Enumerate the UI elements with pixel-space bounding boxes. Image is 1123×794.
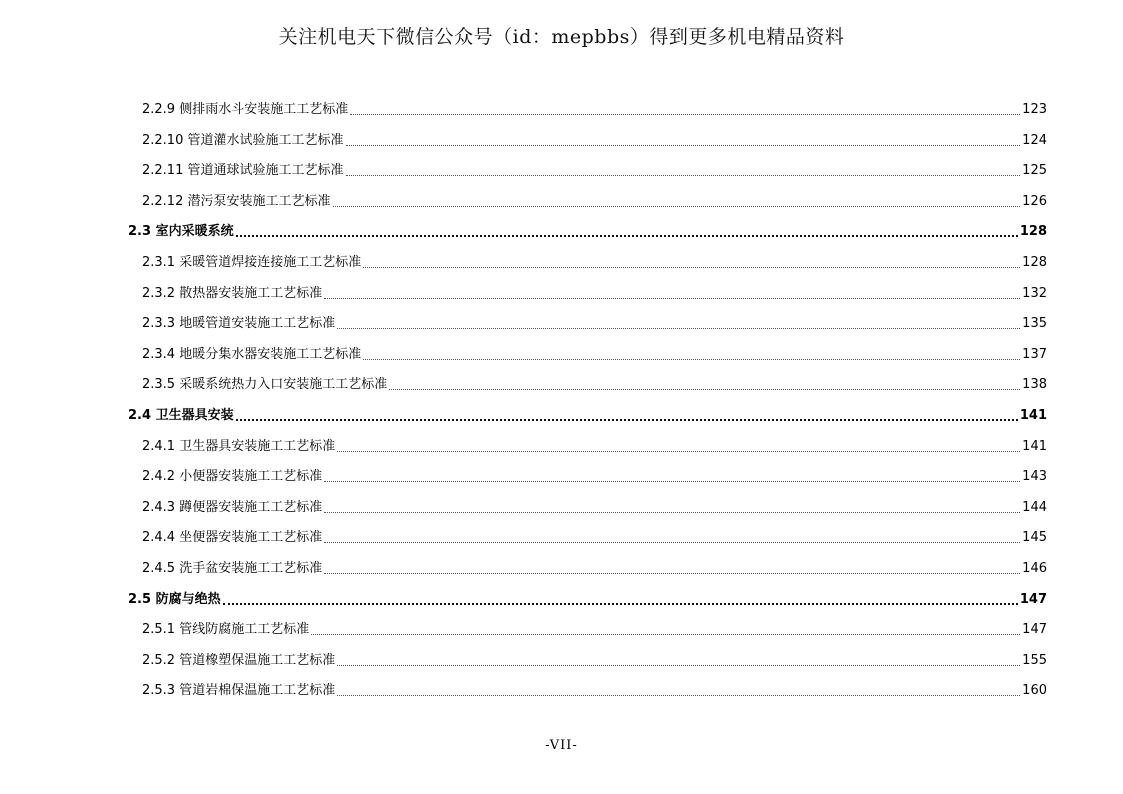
toc-entry-row[interactable]	[142, 490, 1047, 516]
toc-entry-title: 蹲便器安装施工工艺标准	[179, 499, 323, 515]
toc-entry-title: 坐便器安装施工工艺标准	[179, 530, 323, 546]
toc-dot-leader	[311, 622, 1020, 638]
page-number-footer: -VII-	[545, 738, 578, 753]
toc-section-row[interactable]	[128, 214, 1047, 240]
toc-entry-title: 管道灌水试验施工工艺标准	[187, 132, 344, 148]
toc-entry-row[interactable]	[142, 245, 1047, 271]
toc-dot-leader	[363, 255, 1020, 271]
toc-entry-row[interactable]	[142, 673, 1047, 699]
toc-entry-page: 128	[1019, 224, 1047, 240]
toc-entry-page: 135	[1022, 316, 1047, 332]
toc-entry-number: 2.2.9	[142, 102, 176, 117]
toc-entry-row[interactable]	[142, 153, 1047, 179]
page-header: 关注机电天下微信公众号（id：mepbbs）得到更多机电精品资料	[278, 26, 845, 48]
toc-entry-page: 124	[1022, 132, 1047, 148]
toc-entry-title: 小便器安装施工工艺标准	[179, 469, 323, 485]
toc-entry-number: 2.5	[128, 591, 152, 607]
toc-entry-page: 126	[1022, 193, 1047, 209]
toc-entry-title: 管线防腐施工工艺标准	[179, 622, 310, 638]
toc-entry-number: 2.3	[128, 224, 152, 240]
toc-entry-number: 2.2.10	[142, 132, 184, 148]
toc-entry-row[interactable]	[142, 367, 1047, 393]
toc-entry-number: 2.4.1	[142, 438, 176, 454]
toc-entry-number: 2.3.5	[142, 377, 176, 393]
toc-entry-number: 2.4.5	[142, 561, 176, 576]
toc-entry-title: 卫生器具安装	[155, 408, 234, 423]
toc-dot-leader	[346, 133, 1021, 149]
toc-entry-title: 潜污泵安装施工工艺标准	[187, 193, 331, 209]
toc-entry-row[interactable]	[142, 612, 1047, 638]
toc-entry-page: 146	[1022, 561, 1047, 576]
toc-entry-title: 管道岩棉保温施工工艺标准	[179, 683, 336, 699]
toc-entry-page: 160	[1022, 683, 1047, 699]
toc-entry-page: 125	[1022, 163, 1047, 179]
toc-entry-page: 141	[1019, 408, 1047, 423]
toc-entry-title: 洗手盆安装施工工艺标准	[179, 561, 323, 576]
toc-entry-number: 2.4.3	[142, 499, 176, 515]
toc-entry-page: 132	[1022, 285, 1047, 301]
toc-entry-title: 散热器安装施工工艺标准	[179, 285, 323, 301]
toc-entry-title: 地暖管道安装施工工艺标准	[179, 316, 336, 332]
toc-entry-row[interactable]	[142, 306, 1047, 332]
toc-entry-number: 2.3.4	[142, 346, 176, 362]
toc-dot-leader	[324, 530, 1020, 546]
toc-dot-leader	[337, 316, 1020, 332]
toc-entry-number: 2.2.12	[142, 193, 184, 209]
toc-entry-row[interactable]	[142, 459, 1047, 485]
toc-dot-leader	[337, 653, 1020, 669]
toc-entry-page: 145	[1022, 530, 1047, 546]
toc-entry-title: 防腐与绝热	[155, 591, 221, 607]
toc-dot-leader	[346, 163, 1021, 179]
toc-entry-title: 室内采暖系统	[155, 224, 234, 240]
toc-dot-leader	[389, 377, 1020, 393]
toc-entry-row[interactable]	[142, 123, 1047, 149]
toc-entry-row[interactable]	[142, 337, 1047, 363]
toc-entry-number: 2.5.3	[142, 683, 176, 699]
toc-dot-leader	[350, 102, 1020, 118]
toc-dot-leader	[337, 683, 1020, 699]
toc-entry-page: 138	[1022, 377, 1047, 393]
toc-entry-page: 147	[1022, 622, 1047, 638]
toc-entry-title: 地暖分集水器安装施工工艺标准	[179, 346, 362, 362]
toc-entry-row[interactable]	[142, 429, 1047, 455]
toc-dot-leader	[337, 439, 1020, 455]
toc-entry-page: 155	[1022, 652, 1047, 668]
toc-entry-row[interactable]	[142, 92, 1047, 118]
toc-entry-number: 2.3.1	[142, 255, 176, 270]
toc-dot-leader	[324, 286, 1020, 302]
toc-dot-leader	[324, 500, 1020, 516]
toc-entry-page: 144	[1022, 499, 1047, 515]
toc-entry-number: 2.3.3	[142, 316, 176, 332]
toc-entry-number: 2.4.4	[142, 530, 176, 546]
toc-entry-page: 137	[1022, 346, 1047, 362]
toc-entry-row[interactable]	[142, 184, 1047, 210]
toc-entry-row[interactable]	[142, 276, 1047, 302]
toc-entry-title: 采暖管道焊接连接施工工艺标准	[179, 255, 362, 270]
toc-dot-leader	[324, 561, 1020, 577]
toc-dot-leader	[333, 194, 1021, 210]
toc-entry-number: 2.2.11	[142, 163, 184, 179]
toc-entry-number: 2.4	[128, 408, 152, 423]
toc-dot-leader	[363, 347, 1020, 363]
toc-entry-page: 147	[1019, 591, 1047, 607]
toc-entry-number: 2.5.1	[142, 622, 176, 638]
toc-entry-row[interactable]	[142, 643, 1047, 669]
toc-dot-leader	[236, 408, 1018, 424]
toc-entry-number: 2.5.2	[142, 652, 176, 668]
toc-dot-leader	[236, 224, 1018, 240]
toc-entry-title: 管道橡塑保温施工工艺标准	[179, 652, 336, 668]
toc-entry-title: 侧排雨水斗安装施工工艺标准	[179, 102, 349, 117]
toc-entry-number: 2.4.2	[142, 469, 176, 485]
toc-entry-page: 128	[1022, 255, 1047, 270]
toc-dot-leader	[324, 469, 1020, 485]
toc-entry-page: 123	[1022, 102, 1047, 117]
toc-section-row[interactable]	[128, 582, 1047, 608]
toc-entry-page: 143	[1022, 469, 1047, 485]
toc-dot-leader	[223, 592, 1018, 608]
toc-entry-title: 管道通球试验施工工艺标准	[187, 163, 344, 179]
toc-entry-title: 卫生器具安装施工工艺标准	[179, 438, 336, 454]
toc-entry-page: 141	[1022, 438, 1047, 454]
toc-entry-number: 2.3.2	[142, 285, 176, 301]
toc-section-row[interactable]	[128, 398, 1047, 424]
toc-entry-row[interactable]	[142, 520, 1047, 546]
toc-entry-title: 采暖系统热力入口安装施工工艺标准	[179, 377, 388, 393]
toc-entry-row[interactable]	[142, 551, 1047, 577]
